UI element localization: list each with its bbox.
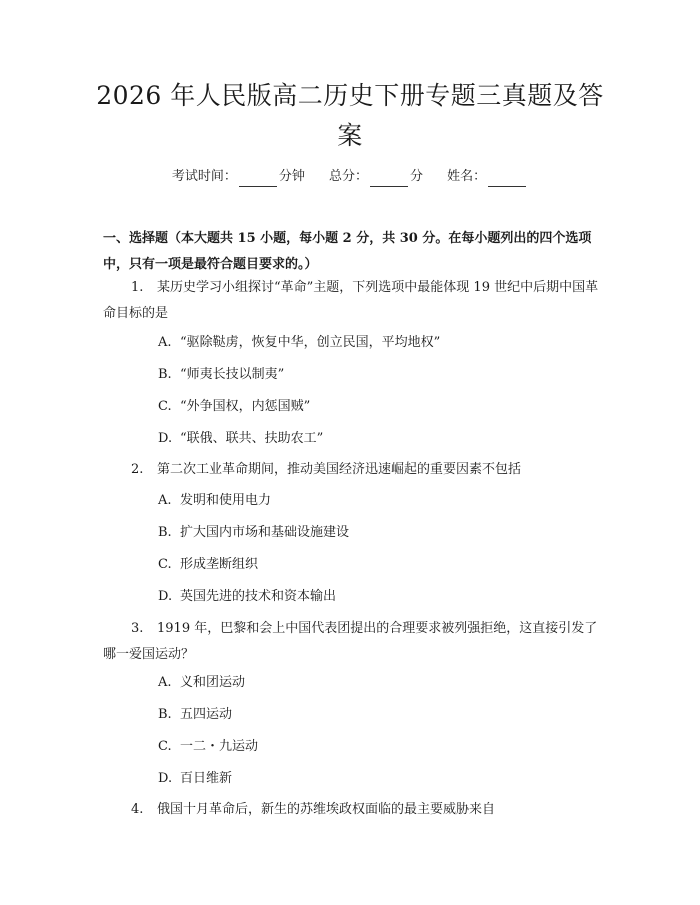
option-letter: C. bbox=[158, 739, 172, 754]
option-text: “外争国权，内惩国贼” bbox=[180, 399, 311, 414]
question-number: 3. bbox=[131, 621, 144, 636]
question-1-option-a[interactable] bbox=[158, 333, 598, 353]
exam-info-line bbox=[0, 167, 700, 187]
question-4 bbox=[103, 797, 603, 823]
page-title: 2026 年人民版高二历史下册专题三真题及答案 bbox=[96, 81, 604, 150]
option-text: “驱除鞑虏，恢复中华，创立民国，平均地权” bbox=[180, 335, 441, 350]
option-letter: A. bbox=[158, 493, 172, 508]
question-2-option-b[interactable] bbox=[158, 523, 598, 543]
question-text: 俄国十月革命后，新生的苏维埃政权面临的最主要威胁来自 bbox=[157, 802, 496, 817]
question-2-option-a[interactable] bbox=[158, 491, 598, 511]
question-number: 4. bbox=[131, 802, 144, 817]
question-1-option-b[interactable] bbox=[158, 365, 598, 385]
option-letter: C. bbox=[158, 399, 172, 414]
question-1 bbox=[103, 275, 603, 327]
question-3-option-a[interactable] bbox=[158, 673, 598, 693]
option-text: 五四运动 bbox=[180, 707, 233, 722]
total-score-label: 总分： bbox=[328, 169, 368, 184]
name-field bbox=[447, 167, 528, 187]
question-1-option-c[interactable] bbox=[158, 397, 598, 417]
question-2 bbox=[103, 457, 603, 483]
option-text: 英国先进的技术和资本输出 bbox=[180, 589, 337, 604]
total-score-field bbox=[329, 167, 423, 187]
exam-time-blank[interactable] bbox=[239, 172, 277, 187]
name-blank[interactable] bbox=[488, 172, 526, 187]
name-label: 姓名： bbox=[447, 169, 487, 184]
option-text: 扩大国内市场和基础设施建设 bbox=[180, 525, 350, 540]
question-1-option-d[interactable] bbox=[158, 429, 598, 449]
option-text: 义和团运动 bbox=[180, 675, 246, 690]
question-number: 1. bbox=[131, 280, 144, 295]
option-text: “联俄、联共、扶助农工” bbox=[180, 431, 324, 446]
option-letter: B. bbox=[158, 367, 172, 382]
question-2-option-d[interactable] bbox=[158, 587, 598, 607]
option-letter: D. bbox=[158, 431, 173, 446]
option-letter: D. bbox=[158, 589, 173, 604]
question-3-option-d[interactable] bbox=[158, 769, 598, 789]
question-number: 2. bbox=[131, 462, 144, 477]
exam-time-unit: 分钟 bbox=[278, 169, 305, 184]
question-text: 第二次工业革命期间，推动美国经济迅速崛起的重要因素不包括 bbox=[157, 462, 522, 477]
total-score-unit: 分 bbox=[410, 169, 424, 184]
section-heading: 一、选择题（本大题共 15 小题，每小题 2 分，共 30 分。在每小题列出的四个选项中，只有一项是最符合题目要求的。） bbox=[103, 231, 592, 272]
option-text: “师夷长技以制夷” bbox=[180, 367, 285, 382]
option-text: 发明和使用电力 bbox=[180, 493, 272, 508]
option-text: 形成垄断组织 bbox=[180, 557, 259, 572]
option-letter: A. bbox=[158, 335, 172, 350]
question-text: 1919 年，巴黎和会上中国代表团提出的合理要求被列强拒绝，这直接引发了哪一爱国运动？ bbox=[103, 621, 598, 662]
option-letter: D. bbox=[158, 771, 173, 786]
exam-time-field bbox=[172, 167, 305, 187]
question-3-option-b[interactable] bbox=[158, 705, 598, 725]
option-letter: B. bbox=[158, 707, 172, 722]
option-text: 一二・九运动 bbox=[180, 739, 259, 754]
option-text: 百日维新 bbox=[180, 771, 233, 786]
total-score-blank[interactable] bbox=[370, 172, 408, 187]
question-3 bbox=[103, 616, 603, 668]
option-letter: A. bbox=[158, 675, 172, 690]
option-letter: C. bbox=[158, 557, 172, 572]
option-letter: B. bbox=[158, 525, 172, 540]
question-text: 某历史学习小组探讨“革命”主题，下列选项中最能体现 19 世纪中后期中国革命目标的是 bbox=[103, 280, 599, 321]
question-2-option-c[interactable] bbox=[158, 555, 598, 575]
exam-time-label: 考试时间： bbox=[171, 169, 237, 184]
question-3-option-c[interactable] bbox=[158, 737, 598, 757]
